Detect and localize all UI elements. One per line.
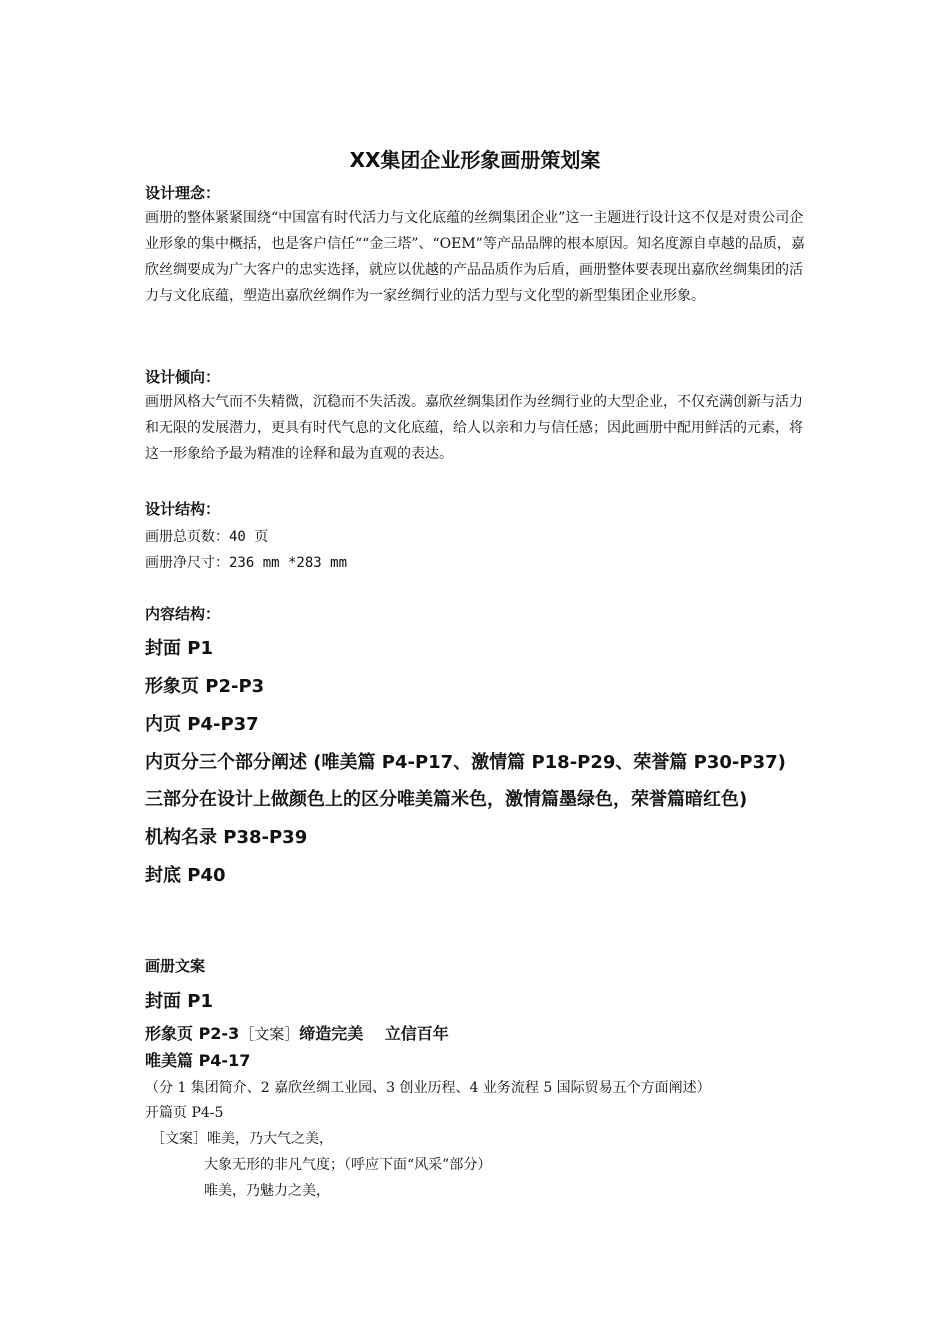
image-page-tag: ［文案］ xyxy=(239,1025,300,1043)
copy-image-page xyxy=(145,1021,449,1044)
tendency-heading: 设计倾向： xyxy=(145,368,221,386)
image-page-label: 形象页 P2-3 xyxy=(145,1024,240,1043)
beauty-note: （分 1 集团简介、2 嘉欣丝绸工业园、3 创业历程、4 业务流程 5 国际贸易五个方面阐述） xyxy=(145,1080,711,1096)
copy-line-3: 唯美，乃魅力之美， xyxy=(204,1183,330,1199)
content-item-cover: 封面 P1 xyxy=(145,638,213,659)
concept-paragraph: 画册的整体紧紧围绕“中国富有时代活力与文化底蕴的丝绸集团企业”这一主题进行设计这不仅是对贵公司企业形象的集中概括，也是客户信任““金三塔”、“OEM”等产品品牌的根本原因。知名度源自卓越的品质，嘉欣丝绸要成为广大客户的忠实选择，就应以优越的产品品质作为后盾，画册整体要表现出嘉欣丝绸集团的活力与文化底蕴，塑造出嘉欣丝绸作为一家丝绸行业的活力型与文化型的新型集团企业形象。 xyxy=(145,210,805,304)
tendency-paragraph: 画册风格大气而不失精微，沉稳而不失活泼。嘉欣丝绸集团作为丝绸行业的大型企业，不仅充满创新与活力和无限的发展潜力，更具有时代气息的文化底蕴，给人以亲和力与信任感；因此画册中配用鲜活的元素，将这一形象给予最为精准的诠释和最为直观的表达。 xyxy=(145,394,803,462)
concept-heading: 设计理念： xyxy=(145,184,221,202)
copy-line-2: 大象无形的非凡气度；（呼应下面“风采”部分） xyxy=(204,1157,492,1173)
content-structure-heading: 内容结构： xyxy=(145,605,221,623)
document-title: XX集团企业形象画册策划案 xyxy=(349,148,601,172)
structure-size: 画册净尺寸：236 mm *283 mm xyxy=(145,555,348,571)
content-item-three-parts: 内页分三个部分阐述 (唯美篇 P4-P17、激情篇 P18-P29、荣誉篇 P30-P37) xyxy=(145,752,786,773)
content-item-inner-pages: 内页 P4-P37 xyxy=(145,714,259,735)
structure-pages: 画册总页数：40 页 xyxy=(145,529,269,545)
content-item-back-cover: 封底 P40 xyxy=(145,865,226,886)
structure-heading: 设计结构： xyxy=(145,500,221,518)
content-item-colors: 三部分在设计上做颜色上的区分唯美篇米色，激情篇墨绿色，荣誉篇暗红色) xyxy=(145,789,748,810)
copy-cover: 封面 P1 xyxy=(145,991,213,1012)
copy-heading: 画册文案 xyxy=(145,957,206,975)
beauty-label: 唯美篇 P4-17 xyxy=(145,1051,251,1070)
copy-opening: 开篇页 P4-5 xyxy=(145,1105,224,1121)
content-item-directory: 机构名录 P38-P39 xyxy=(145,827,308,848)
content-item-image-page: 形象页 P2-P3 xyxy=(145,676,265,697)
copy-beauty xyxy=(145,1048,810,1101)
copy-line-1: ［文案］唯美，乃大气之美， xyxy=(151,1131,333,1147)
image-page-text: 缔造完美 立信百年 xyxy=(299,1024,449,1043)
